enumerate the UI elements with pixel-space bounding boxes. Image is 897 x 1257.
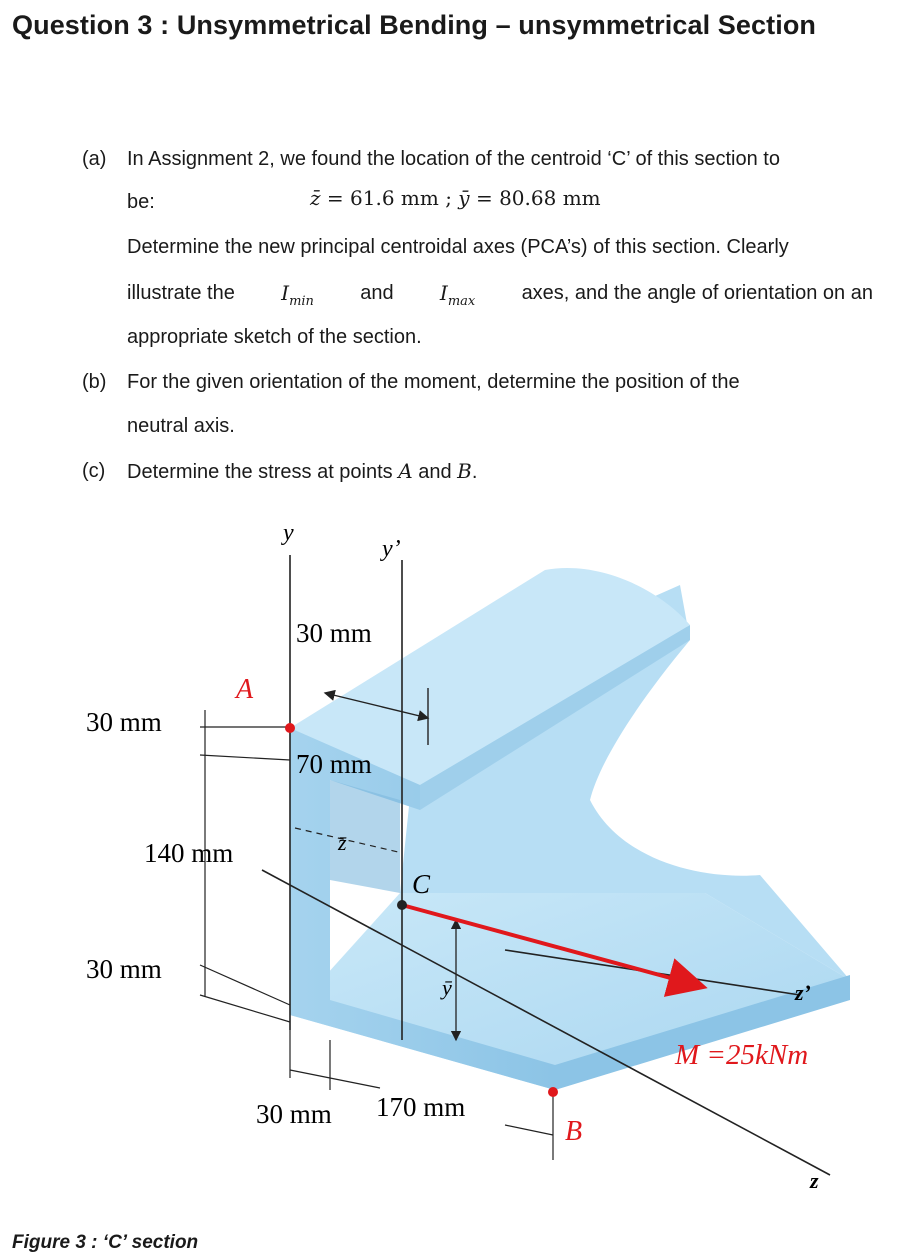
label-zbar: z̄ (338, 830, 347, 855)
part-c-label: (c) (82, 460, 106, 482)
part-a-line1: In Assignment 2, we found the location of the centroid ‘C’ of this section to (127, 148, 780, 170)
label-140mm: 140 mm (144, 838, 234, 868)
point-b-marker (548, 1087, 558, 1097)
question-title: Question 3 : Unsymmetrical Bending – unsymmetrical Section (12, 10, 817, 40)
part-b-line2: neutral axis. (127, 415, 235, 437)
centroid-marker (397, 900, 407, 910)
part-a-line5: appropriate sketch of the section. (127, 326, 422, 348)
label-point-a: A (236, 674, 254, 705)
line4-text-and: and (360, 282, 394, 304)
label-30mm-left: 30 mm (86, 707, 162, 737)
figure-caption: Figure 3 : ‘C’ section (12, 1232, 199, 1253)
label-z: z (810, 1168, 819, 1193)
line4-text-a: illustrate the (127, 282, 235, 304)
dim-170-line (505, 1125, 553, 1135)
label-30mm-bottom: 30 mm (256, 1099, 332, 1129)
part-a-label: (a) (82, 148, 107, 170)
point-b-ref: B (457, 459, 472, 483)
label-z-prime: z’ (795, 980, 811, 1005)
line4-text-c: axes, and the angle of orientation on an (521, 282, 873, 304)
imax-symbol: $I_{max}$ (439, 281, 476, 309)
label-centroid: C (412, 869, 431, 899)
point-a-ref: A (398, 459, 413, 483)
label-70mm: 70 mm (296, 749, 372, 779)
label-moment: M =25kNm (675, 1039, 809, 1071)
label-y: y (283, 520, 294, 546)
imin-symbol: $I_{min}$ (281, 281, 314, 309)
point-a-marker (285, 723, 295, 733)
label-point-b: B (565, 1116, 583, 1147)
label-y-prime: y’ (382, 536, 401, 562)
part-b-label: (b) (82, 371, 107, 393)
label-30mm-top: 30 mm (296, 618, 372, 648)
dim-line-mid-top (200, 755, 290, 760)
part-c-text: Determine the stress at points A and B. (127, 459, 478, 483)
label-170mm: 170 mm (376, 1092, 466, 1122)
part-a-be: be: (127, 191, 155, 213)
ybar-value: = 80.68 mm (469, 186, 601, 210)
label-ybar: ȳ (442, 975, 452, 1000)
part-b-line1: For the given orientation of the moment, determine the position of the (127, 371, 740, 393)
ybar-symbol: ȳ (458, 186, 470, 210)
dim-bottom-line (290, 1070, 380, 1088)
zbar-value: = 61.6 mm ; (320, 186, 459, 210)
label-30mm-bottom-left: 30 mm (86, 954, 162, 984)
zbar-symbol: z̄ (310, 186, 321, 210)
part-a-line3: Determine the new principal centroidal axes (PCA’s) of this section. Clearly (127, 236, 789, 258)
